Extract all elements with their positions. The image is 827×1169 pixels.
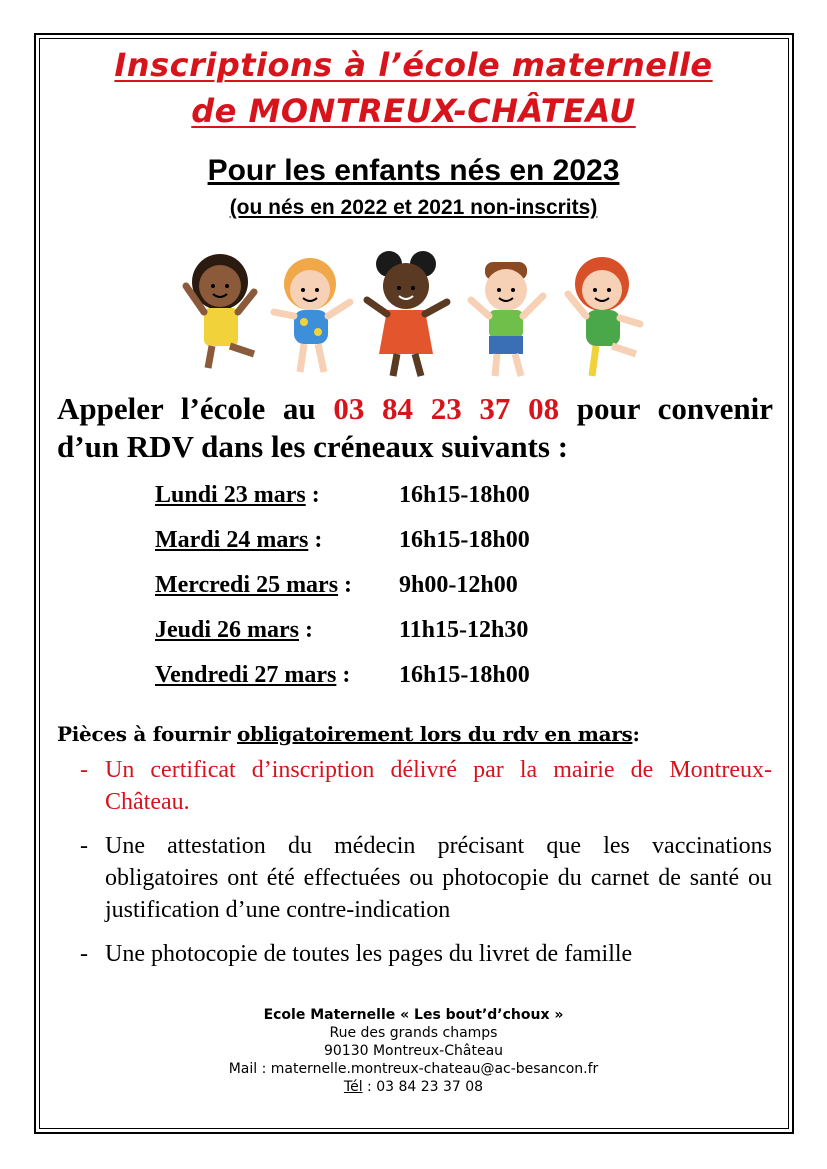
call-text-after: pour convenir — [576, 391, 774, 426]
footer-phone-label: Tél — [343, 1079, 363, 1095]
title-line-2: de MONTREUX-CHÂTEAU — [191, 92, 636, 130]
call-instruction-line-1 — [57, 390, 773, 428]
schedule-day: Lundi 23 mars — [155, 482, 306, 508]
schedule-separator: : — [336, 662, 351, 688]
document-item — [80, 938, 772, 970]
schedule-time: 11h15-12h30 — [399, 617, 529, 643]
documents-heading-suffix: : — [632, 722, 640, 746]
subtitle: Pour les enfants nés en 2023 — [207, 154, 620, 187]
schedule-separator: : — [299, 617, 313, 643]
call-instruction-line-2: d’un RDV dans les créneaux suivants : — [57, 429, 569, 464]
schedule-day: Mardi 24 mars — [155, 527, 309, 553]
document-item-text: Une attestation du médecin précisant que les vaccinations obligatoires ont été effectuées ou photocopie du carnet de santé ou justification d’une contre-indication — [105, 833, 772, 923]
footer-school-name: Ecole Maternelle « Les bout’d’choux » — [263, 1007, 564, 1023]
footer-city: 90130 Montreux-Château — [323, 1043, 504, 1059]
schedule-day: Vendredi 27 mars — [155, 662, 337, 688]
documents-heading — [57, 722, 640, 746]
call-text-before: Appeler l’école au — [57, 391, 316, 426]
documents-heading-emphasis: obligatoirement lors du rdv en mars — [236, 722, 633, 746]
child-figure — [274, 258, 350, 372]
schedule-separator: : — [308, 527, 323, 553]
schedule-time: 16h15-18h00 — [399, 662, 530, 688]
child-figure — [471, 262, 543, 376]
list-dash: - — [80, 833, 88, 859]
footer-phone — [0, 1078, 827, 1096]
child-figure — [186, 254, 254, 368]
list-dash: - — [80, 941, 88, 967]
footer-street: Rue des grands champs — [329, 1025, 498, 1041]
documents-heading-prefix: Pièces à fournir — [57, 722, 237, 746]
footer — [0, 1006, 827, 1096]
dancing-children-illustration — [172, 250, 647, 382]
footer-phone-value: : 03 84 23 37 08 — [362, 1079, 484, 1095]
schedule-day: Jeudi 26 mars — [155, 617, 299, 643]
title-line-1: Inscriptions à l’école maternelle — [114, 46, 713, 84]
schedule-separator: : — [338, 572, 353, 598]
document-item — [80, 830, 772, 926]
subtitle-note: (ou nés en 2022 et 2021 non-inscrits) — [229, 196, 598, 219]
schedule-row — [155, 662, 530, 689]
footer-mail: Mail : maternelle.montreux-chateau@ac-besancon.fr — [228, 1061, 599, 1077]
schedule-row — [155, 572, 518, 599]
schedule-row — [155, 617, 529, 644]
schedule-time: 9h00-12h00 — [399, 572, 518, 598]
phone-number: 03 84 23 37 08 — [333, 391, 560, 426]
child-figure — [367, 251, 447, 376]
schedule-row — [155, 482, 530, 509]
child-figure — [568, 257, 640, 376]
schedule-time: 16h15-18h00 — [399, 527, 530, 553]
document-item-text: Une photocopie de toutes les pages du livret de famille — [105, 941, 633, 967]
list-dash: - — [80, 757, 88, 783]
schedule-day: Mercredi 25 mars — [155, 572, 339, 598]
schedule-separator: : — [305, 482, 320, 508]
document-item — [80, 754, 772, 818]
schedule-time: 16h15-18h00 — [399, 482, 530, 508]
schedule-row — [155, 527, 530, 554]
document-item-text: Un certificat d’inscription délivré par la mairie de Montreux-Château. — [105, 757, 772, 815]
